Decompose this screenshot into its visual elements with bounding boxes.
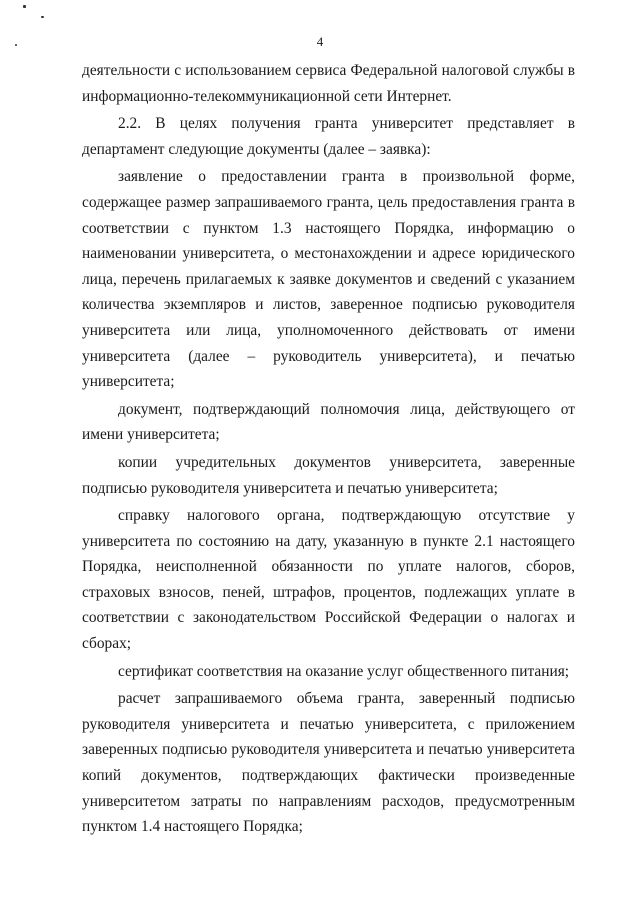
list-item-charter-copies: копии учредительных документов университета, заверенные подписью руководителя университета и печатью университета; <box>82 453 575 497</box>
list-item-grant-calculation: расчет запрашиваемого объема гранта, заверенный подписью руководителя университета и печатью университета, с приложением заверенных подписью руководителя университета и печатью университета копий документов, подтверждающих фактически произведенные университетом затраты по направлениям расходов, предусмотренным пунктом 1.4 настоящего Порядка; <box>82 690 575 836</box>
paragraph-2-2: 2.2. В целях получения гранта университет представляет в департамент следующие документы (далее – заявка): <box>82 115 575 158</box>
page-number: 4 <box>316 34 324 49</box>
list-item-application: заявление о предоставлении гранта в произвольной форме, содержащее размер запрашиваемого гранта, цель предоставления гранта в соответствии с пунктом 1.3 настоящего Порядка, информацию о наименовании университета, о местонахождении и адресе юридического лица, перечень прилагаемых к заявке документов и сведений с указанием количества экземпляров и листов, заверенное подписью руководителя университета или лица, уполномоченного действовать от имени университета (далее – руководитель университета), и печатью университета; <box>82 168 575 391</box>
scan-mark <box>41 16 44 18</box>
list-item-conformity-certificate: сертификат соответствия на оказание услуг общественного питания; <box>118 662 570 680</box>
list-item-authority-document: документ, подтверждающий полномочия лица, действующего от имени университета; <box>82 400 575 444</box>
paragraph-continuation: деятельности с использованием сервиса Федеральной налоговой службы в информационно-телекоммуникационной сети Интернет. <box>82 62 575 105</box>
scan-mark <box>23 5 26 8</box>
list-item-tax-certificate: справку налогового органа, подтверждающую отсутствие у университета по состоянию на дату, указанную в пункте 2.1 настоящего Порядка, неисполненной обязанности по уплате налогов, сборов, страховых взносов, пеней, штрафов, процентов, подлежащих уплате в соответствии с законодательством Российской Федерации о налогах и сборах; <box>82 507 575 653</box>
document-body <box>82 58 575 840</box>
